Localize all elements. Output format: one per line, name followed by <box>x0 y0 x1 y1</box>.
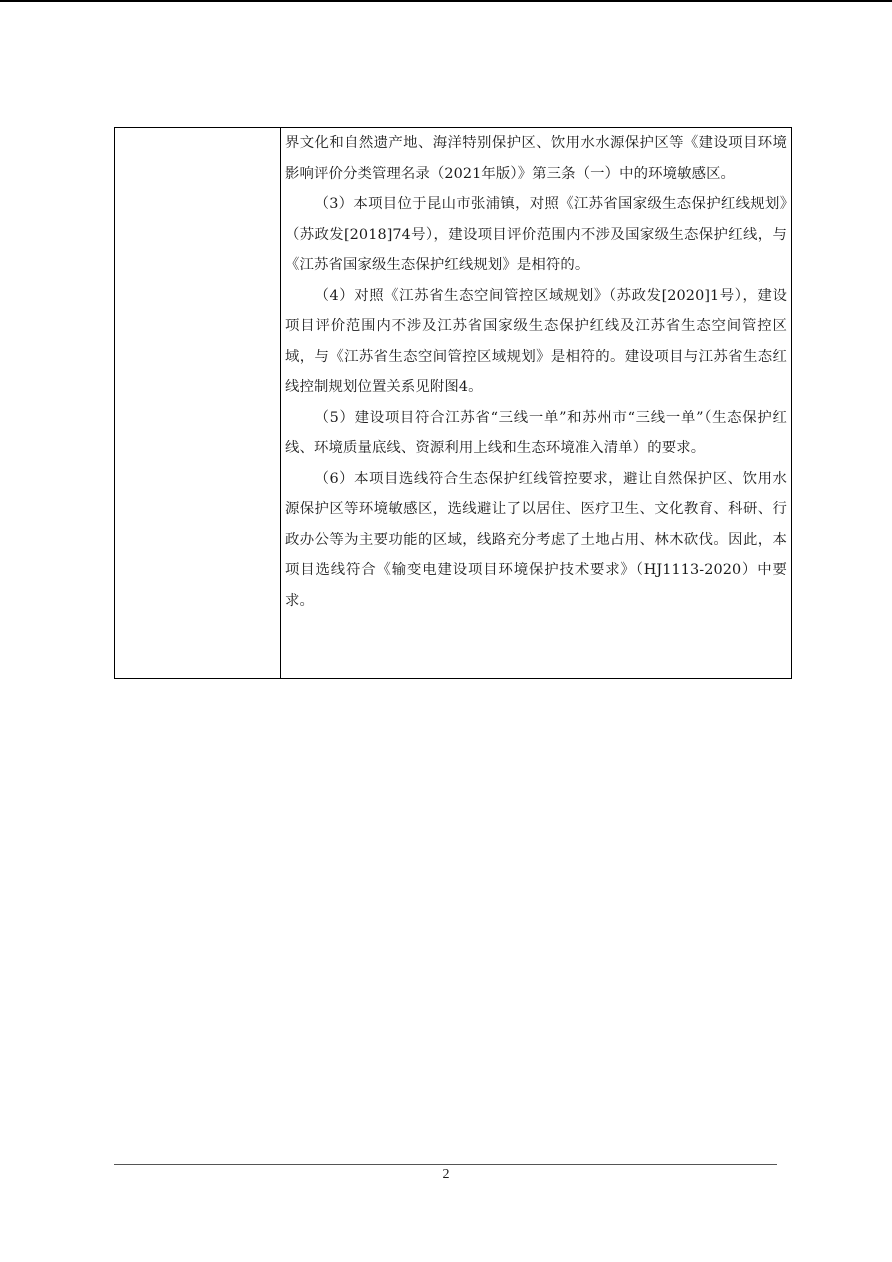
page-number: 2 <box>442 1167 450 1182</box>
top-border-line <box>0 0 892 2</box>
paragraph-item-5: （5）建设项目符合江苏省“三线一单”和苏州市“三线一单”（生态保护红线、环境质量底线、资源利用上线和生态环境准入清单）的要求。 <box>285 409 787 456</box>
paragraph-item-3: （3）本项目位于昆山市张浦镇，对照《江苏省国家级生态保护红线规划》（苏政发[2018]74号），建设项目评价范围内不涉及国家级生态保护红线，与《江苏省国家级生态保护红线规划》是相符的。 <box>285 196 787 273</box>
table-right-cell <box>281 128 791 678</box>
paragraph-continued: 界文化和自然遗产地、海洋特别保护区、饮用水水源保护区等《建设项目环境影响评价分类管理名录（2021年版）》第三条（一）中的环境敏感区。 <box>285 135 787 182</box>
content-table <box>114 127 792 679</box>
footer-divider <box>114 1164 777 1165</box>
paragraph-item-6: （6）本项目选线符合生态保护红线管控要求，避让自然保护区、饮用水源保护区等环境敏感区，选线避让了以居住、医疗卫生、文化教育、科研、行政办公等为主要功能的区域，线路充分考虑了土地占用、林木砍伐。因此，本项目选线符合《输变电建设项目环境保护技术要求》（HJ1113-2020）中要求。 <box>285 470 787 609</box>
table-left-cell <box>115 128 281 678</box>
paragraph-item-4: （4）对照《江苏省生态空间管控区域规划》（苏政发[2020]1号），建设项目评价范围内不涉及江苏省国家级生态保护红线及江苏省生态空间管控区域，与《江苏省生态空间管控区域规划》是相符的。建设项目与江苏省生态红线控制规划位置关系见附图4。 <box>285 287 787 395</box>
